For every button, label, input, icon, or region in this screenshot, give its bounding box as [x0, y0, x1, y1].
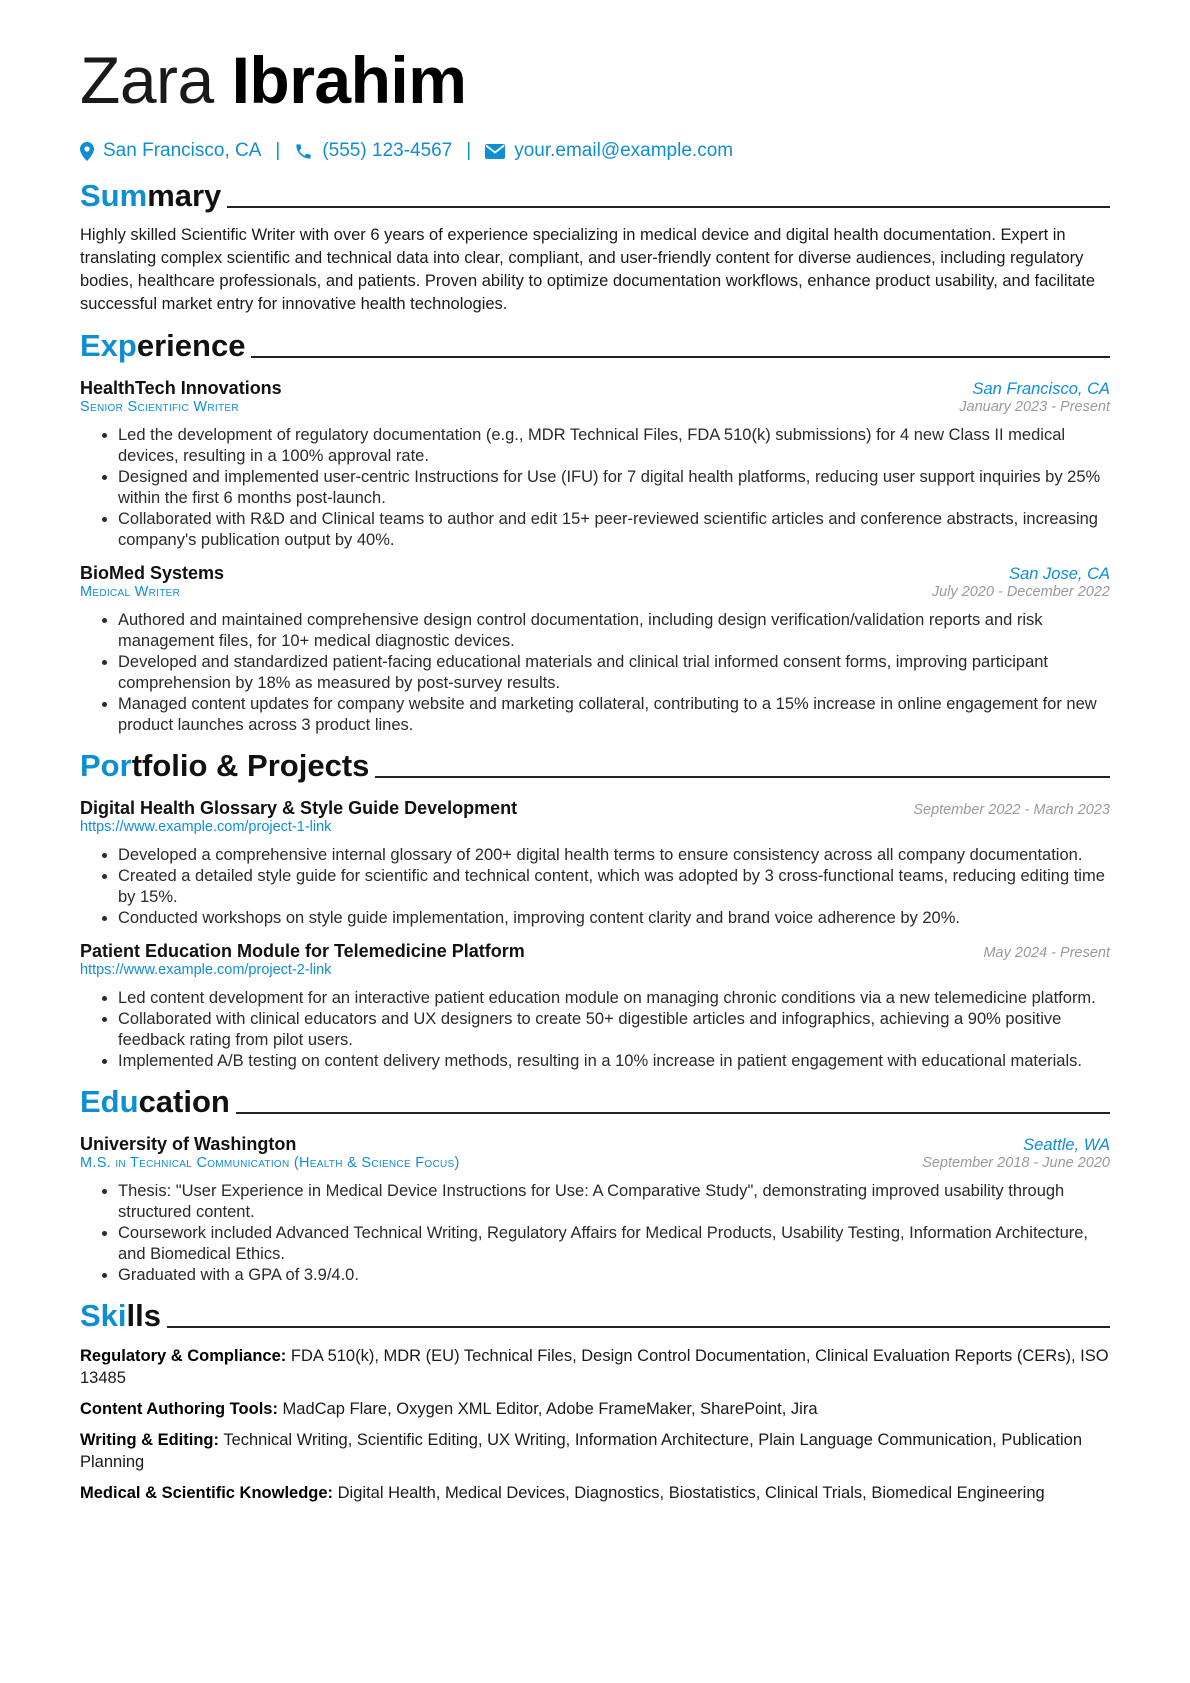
- project-dates: May 2024 - Present: [983, 945, 1110, 961]
- section-header: [80, 1292, 1110, 1336]
- project-name: Patient Education Module for Telemedicine Platform: [80, 941, 525, 961]
- job-location: San Francisco, CA: [972, 380, 1110, 398]
- envelope-icon: [485, 144, 505, 159]
- experience-section: [80, 322, 1110, 736]
- job-title: Medical Writer: [80, 584, 181, 600]
- section-divider: [375, 776, 1110, 778]
- skill-category: Regulatory & Compliance:: [80, 1347, 287, 1365]
- job-title: Senior Scientific Writer: [80, 399, 239, 415]
- section-divider: [236, 1112, 1110, 1114]
- bullet-item: • Managed content updates for company website and marketing collateral, contributing to a 15% increase in online engagement for new product launches across 3 product lines.: [118, 694, 1110, 736]
- skill-values: Technical Writing, Scientific Editing, UX Writing, Information Architecture, Plain Language Communication, Publication Planning: [80, 1431, 1083, 1471]
- skill-line: [80, 1398, 1110, 1420]
- project-bullets: [80, 988, 1110, 1072]
- projects-section: [80, 742, 1110, 1072]
- project-entry: [80, 798, 1110, 929]
- bullet-item: • Implemented A/B testing on content delivery methods, resulting in a 10% increase in patient engagement with educational materials.: [118, 1051, 1110, 1072]
- education-dates: September 2018 - June 2020: [922, 1155, 1110, 1171]
- skill-line: [80, 1345, 1110, 1389]
- first-name: Zara: [80, 43, 214, 117]
- skill-category: Medical & Scientific Knowledge:: [80, 1484, 334, 1502]
- section-header: [80, 742, 1110, 786]
- phone-icon: [294, 142, 313, 161]
- section-header: [80, 322, 1110, 366]
- project-name: Digital Health Glossary & Style Guide Development: [80, 798, 518, 818]
- section-title: Portfolio & Projects: [80, 748, 370, 783]
- education-bullets: [80, 1181, 1110, 1286]
- job-bullets: [80, 610, 1110, 736]
- company-name: BioMed Systems: [80, 563, 225, 583]
- bullet-item: • Led the development of regulatory documentation (e.g., MDR Technical Files, FDA 510(k) submissions) for 4 new Class II medical devices, resulting in a 100% approval rate.: [118, 425, 1110, 467]
- section-header: [80, 1078, 1110, 1122]
- bullet-item: • Led content development for an interactive patient education module on managing chronic conditions via a new telemedicine platform.: [118, 988, 1110, 1009]
- project-link[interactable]: https://www.example.com/project-2-link: [80, 962, 332, 978]
- contact-separator: |: [466, 140, 472, 161]
- skill-values: FDA 510(k), MDR (EU) Technical Files, Design Control Documentation, Clinical Evaluation Reports (CERs), ISO 13485: [80, 1347, 1109, 1387]
- bullet-item: • Developed and standardized patient-facing educational materials and clinical trial informed consent forms, improving participant comprehension by 18% as measured by post-survey results.: [118, 652, 1110, 694]
- map-pin-icon: [80, 142, 94, 161]
- section-divider: [227, 206, 1110, 208]
- summary-text: Highly skilled Scientific Writer with over 6 years of experience specializing in medical device and digital health documentation. Expert in translating complex scientific and technical data into clear, compliant, and user-friendly content for diverse audiences, including regulatory bodies, healthcare professionals, and patients. Proven ability to optimize documentation workflows, enhance product usability, and facilitate successful market entry for innovative health technologies.: [80, 226, 1096, 313]
- email-text: your.email@example.com: [514, 140, 734, 161]
- phone-text: (555) 123-4567: [322, 140, 453, 161]
- skill-category: Writing & Editing:: [80, 1431, 220, 1449]
- section-title: Skills: [80, 1298, 161, 1333]
- contact-separator: |: [275, 140, 281, 161]
- skill-values: MadCap Flare, Oxygen XML Editor, Adobe FrameMaker, SharePoint, Jira: [282, 1400, 818, 1418]
- degree: M.S. in Technical Communication (Health & Science Focus): [80, 1155, 460, 1171]
- location-text: San Francisco, CA: [103, 140, 262, 161]
- school-name: University of Washington: [80, 1134, 297, 1154]
- job-entry: [80, 563, 1110, 736]
- bullet-item: • Developed a comprehensive internal glossary of 200+ digital health terms to ensure consistency across all company documentation.: [118, 845, 1110, 866]
- bullet-item: • Collaborated with clinical educators and UX designers to create 50+ digestible articles and infographics, achieving a 90% positive feedback rating from pilot users.: [118, 1009, 1110, 1051]
- contact-phone[interactable]: [294, 140, 452, 162]
- job-bullets: [80, 425, 1110, 551]
- bullet-item: • Conducted workshops on style guide implementation, improving content clarity and brand voice adherence by 20%.: [118, 908, 1110, 929]
- section-title: Education: [80, 1084, 230, 1119]
- project-dates: September 2022 - March 2023: [913, 802, 1110, 818]
- bullet-item: • Created a detailed style guide for scientific and technical content, which was adopted by 3 cross-functional teams, reducing editing time by 15%.: [118, 866, 1110, 908]
- contact-location: [80, 140, 261, 162]
- project-entry: [80, 941, 1110, 1072]
- job-dates: January 2023 - Present: [959, 399, 1110, 415]
- education-section: [80, 1078, 1110, 1286]
- education-entry: [80, 1134, 1110, 1286]
- bullet-item: • Designed and implemented user-centric Instructions for Use (IFU) for 7 digital health platforms, reducing user support inquiries by 25% within the first 6 months post-launch.: [118, 467, 1110, 509]
- last-name: Ibrahim: [231, 43, 467, 117]
- project-bullets: [80, 845, 1110, 929]
- section-divider: [251, 356, 1110, 358]
- section-title: Summary: [80, 178, 222, 213]
- bullet-item: • Graduated with a GPA of 3.9/4.0.: [118, 1265, 1110, 1286]
- skill-line: [80, 1429, 1110, 1473]
- candidate-name: [80, 44, 1110, 116]
- section-header: [80, 172, 1110, 216]
- school-location: Seattle, WA: [1023, 1136, 1110, 1154]
- job-entry: [80, 378, 1110, 551]
- section-title: Experience: [80, 328, 246, 363]
- company-name: HealthTech Innovations: [80, 378, 282, 398]
- skills-section: [80, 1292, 1110, 1504]
- job-dates: July 2020 - December 2022: [931, 584, 1110, 600]
- contact-bar: [80, 136, 1110, 166]
- section-divider: [167, 1326, 1110, 1328]
- bullet-item: • Thesis: "User Experience in Medical Device Instructions for Use: A Comparative Study", demonstrating improved usability through structured content.: [118, 1181, 1110, 1223]
- contact-email[interactable]: [485, 140, 733, 162]
- job-location: San Jose, CA: [1009, 565, 1110, 583]
- bullet-item: • Authored and maintained comprehensive design control documentation, including design verification/validation reports and risk management files, for 10+ medical diagnostic devices.: [118, 610, 1110, 652]
- skill-values: Digital Health, Medical Devices, Diagnostics, Biostatistics, Clinical Trials, Biomedical Engineering: [337, 1484, 1045, 1502]
- bullet-item: • Collaborated with R&D and Clinical teams to author and edit 15+ peer-reviewed scientific articles and conference abstracts, increasing company's publication output by 40%.: [118, 509, 1110, 551]
- skill-category: Content Authoring Tools:: [80, 1400, 278, 1418]
- bullet-item: • Coursework included Advanced Technical Writing, Regulatory Affairs for Medical Products, Usability Testing, Information Architecture, and Biomedical Ethics.: [118, 1223, 1110, 1265]
- skill-line: [80, 1482, 1110, 1504]
- project-link[interactable]: https://www.example.com/project-1-link: [80, 819, 332, 835]
- summary-section: [80, 172, 1110, 316]
